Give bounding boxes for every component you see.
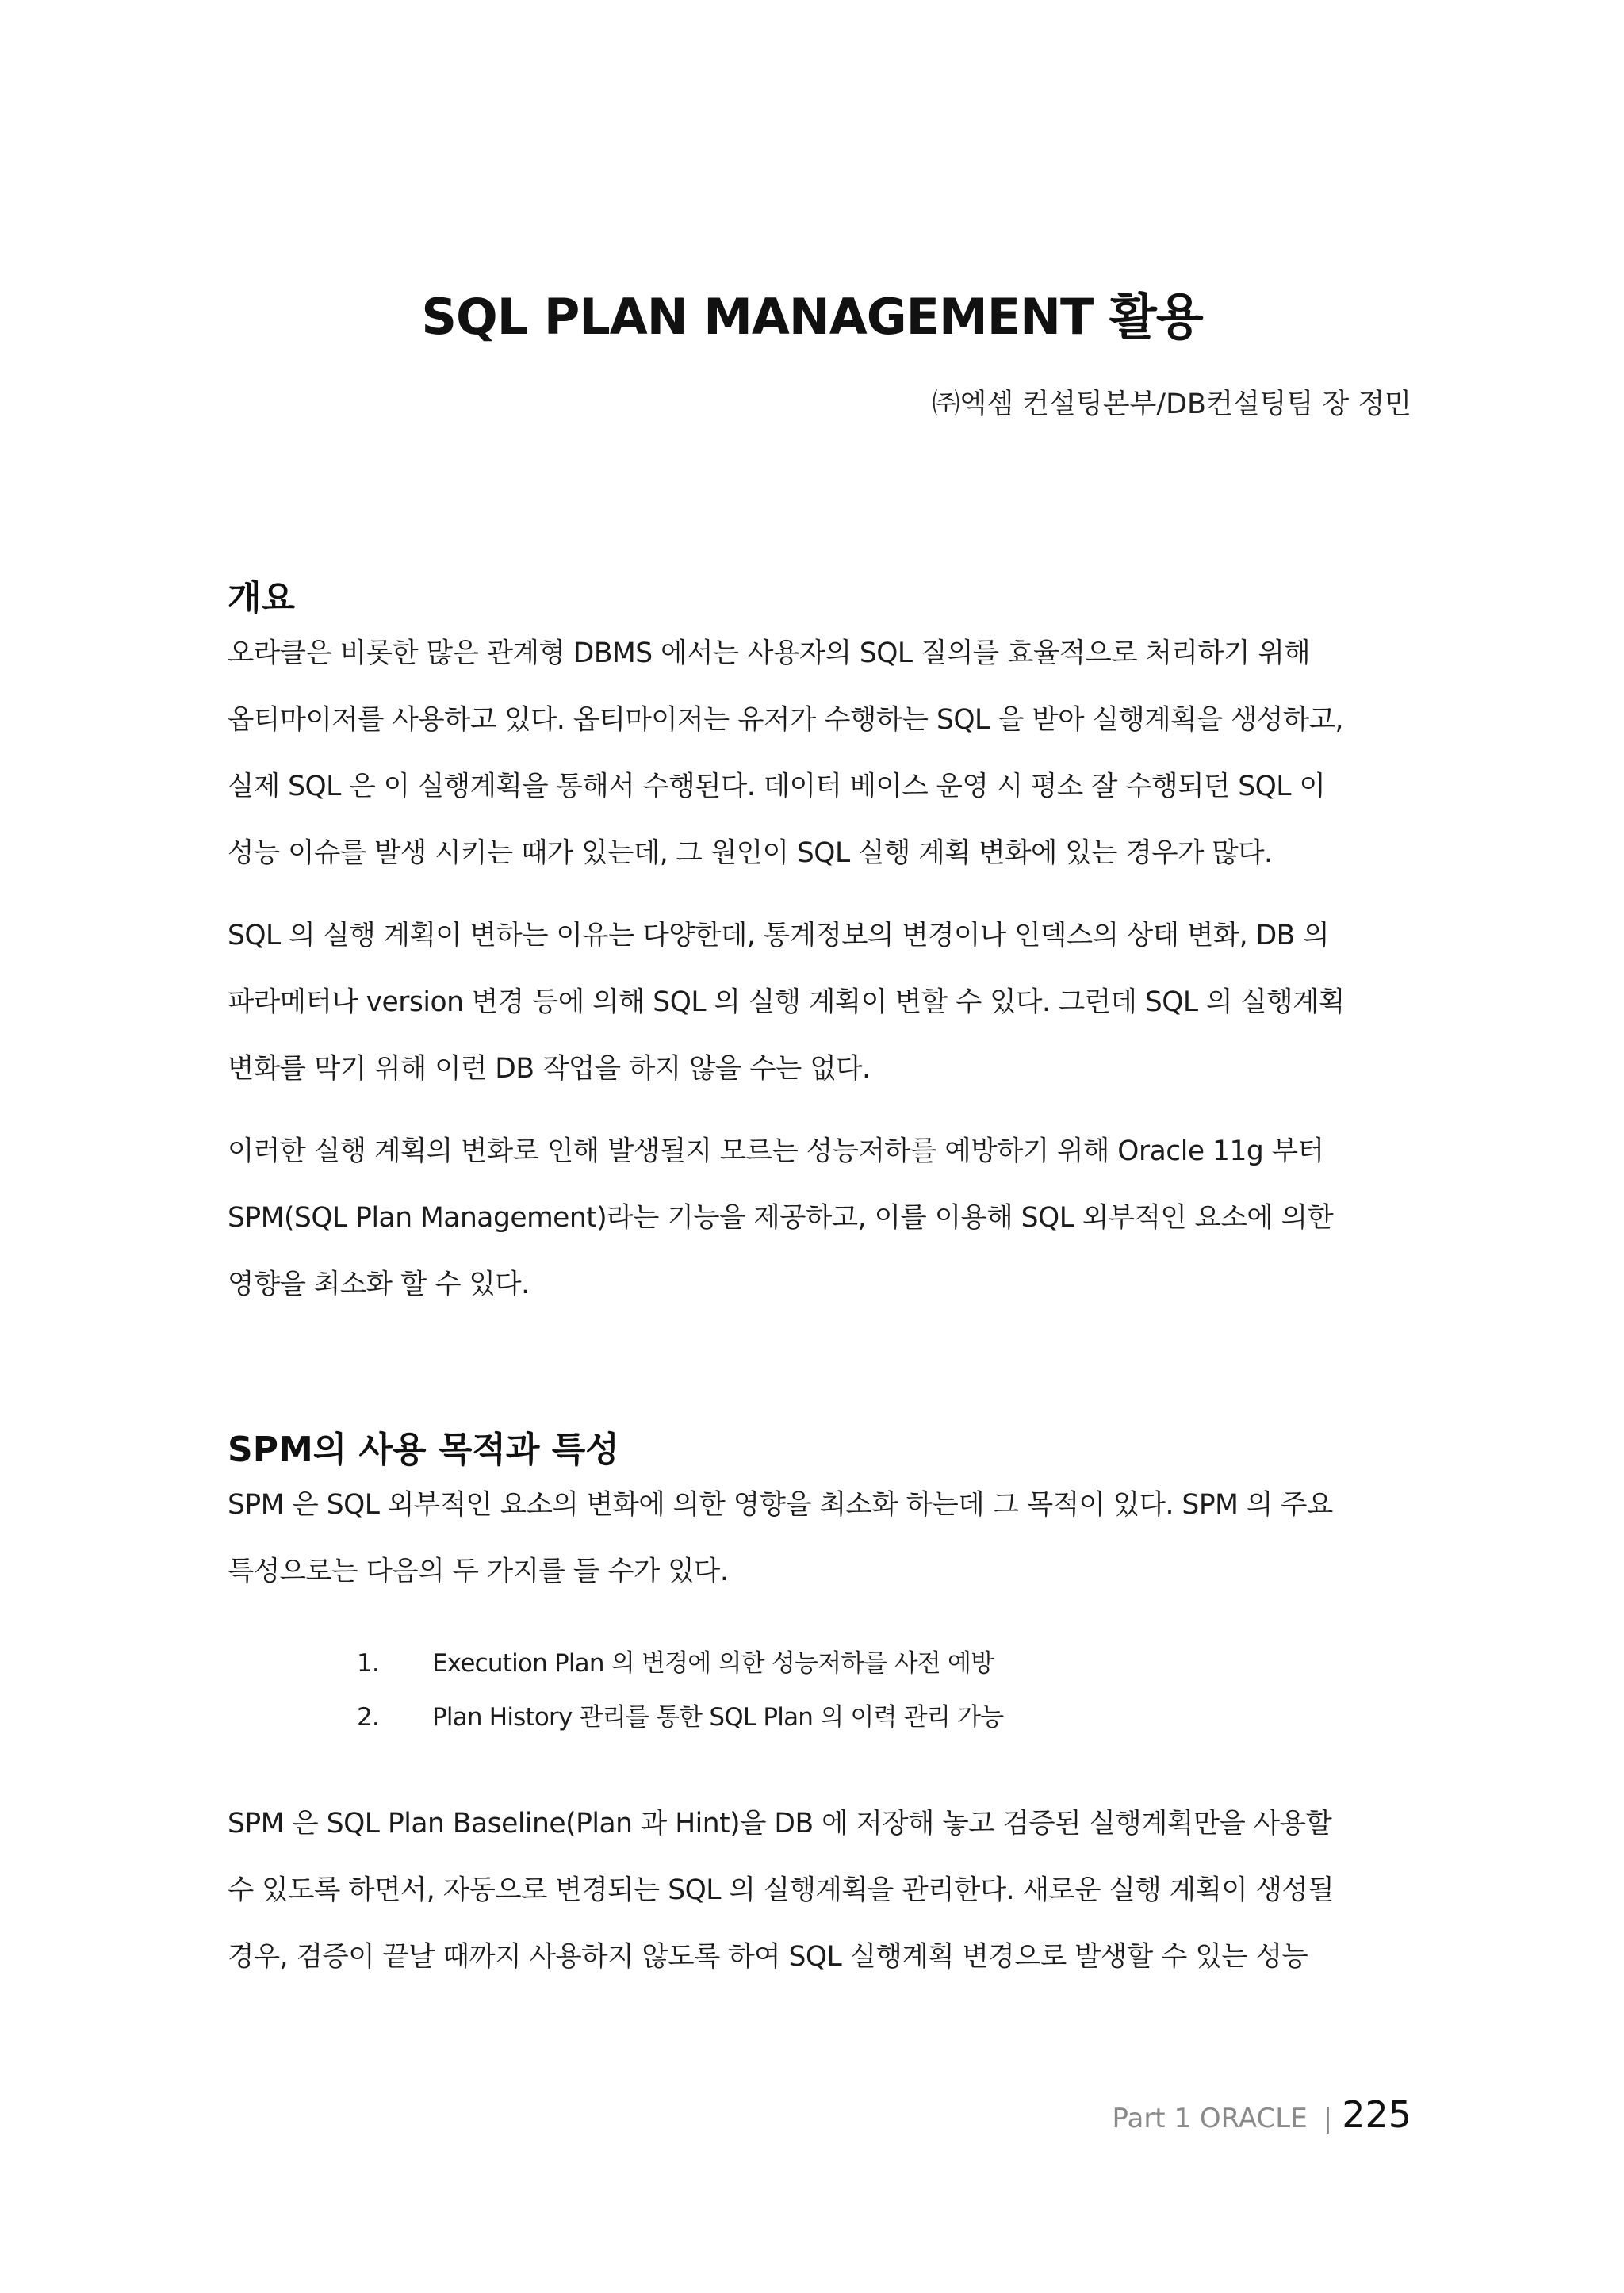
list-item-number: 2. [357, 1703, 379, 1732]
paragraph-line: 오라클은 비롯한 많은 관계형 DBMS 에서는 사용자의 SQL 질의를 효율적으로 처리하기 위해 [228, 637, 1311, 669]
paragraph-line: 영향을 최소화 할 수 있다. [228, 1269, 530, 1300]
paragraph-line: 성능 이슈를 발생 시키는 때가 있는데, 그 원인이 SQL 실행 계획 변화에 있는 경우가 많다. [228, 837, 1273, 869]
paragraph-line: 옵티마이저를 사용하고 있다. 옵티마이저는 유저가 수행하는 SQL 을 받아 실행계획을 생성하고, [228, 704, 1343, 736]
document-title: SQL PLAN MANAGEMENT 활용 [421, 288, 1203, 346]
paragraph-line: 실제 SQL 은 이 실행계획을 통해서 수행된다. 데이터 베이스 운영 시 평소 잘 수행되던 SQL 이 [228, 771, 1326, 802]
list-item [357, 1690, 1417, 1744]
footer-separator: | [1323, 2103, 1333, 2134]
list-item-text: Plan History 관리를 통한 SQL Plan 의 이력 관리 가능 [432, 1703, 1004, 1732]
section-spm-purpose [228, 1421, 1417, 1990]
paragraph [228, 620, 1417, 886]
paragraph [228, 1472, 1417, 1605]
document-body [228, 569, 1417, 1990]
paragraph-line: 변화를 막기 위해 이런 DB 작업을 하지 않을 수는 없다. [228, 1053, 871, 1085]
paragraph-line: 특성으로는 다음의 두 가지를 들 수가 있다. [228, 1556, 729, 1587]
paragraph-line: SPM 은 SQL Plan Baseline(Plan 과 Hint)을 DB 에 저장해 놓고 검증된 실행계획만을 사용할 [228, 1808, 1332, 1839]
feature-list [228, 1636, 1417, 1744]
paragraph-line: SQL 의 실행 계획이 변하는 이유는 다양한데, 통계정보의 변경이나 인덱스의 상태 변화, DB 의 [228, 920, 1330, 951]
paragraph-line: SPM(SQL Plan Management)라는 기능을 제공하고, 이를 이용해 SQL 외부적인 요소에 의한 [228, 1202, 1334, 1234]
paragraph [228, 902, 1417, 1102]
list-item-number: 1. [357, 1649, 379, 1678]
paragraph-line: 수 있도록 하면서, 자동으로 변경되는 SQL 의 실행계획을 관리한다. 새로운 실행 계획이 생성될 [228, 1874, 1335, 1906]
paragraph-line: SPM 은 SQL 외부적인 요소의 변화에 의한 영향을 최소화 하는데 그 목적이 있다. SPM 의 주요 [228, 1489, 1333, 1521]
section-heading-spm: SPM의 사용 목적과 특성 [228, 1430, 619, 1470]
paragraph [228, 1790, 1417, 1990]
list-item-text: Execution Plan 의 변경에 의한 성능저하를 사전 예방 [432, 1649, 994, 1678]
paragraph-line: 파라메터나 version 변경 등에 의해 SQL 의 실행 계획이 변할 수 있다. 그런데 SQL 의 실행계획 [228, 986, 1345, 1018]
list-item [357, 1636, 1417, 1690]
document-author: ㈜엑셈 컨설팅본부/DB컨설팅팀 장 정민 [932, 389, 1411, 420]
page-footer [1113, 2093, 1411, 2136]
section-heading-overview: 개요 [228, 578, 296, 618]
footer-part-label: Part 1 ORACLE [1112, 2103, 1308, 2134]
paragraph-line: 경우, 검증이 끝날 때까지 사용하지 않도록 하여 SQL 실행계획 변경으로 발생할 수 있는 성능 [228, 1941, 1308, 1973]
paragraph-line: 이러한 실행 계획의 변화로 인해 발생될지 모르는 성능저하를 예방하기 위해 Oracle 11g 부터 [228, 1135, 1324, 1167]
paragraph [228, 1118, 1417, 1318]
page-number: 225 [1342, 2093, 1411, 2136]
